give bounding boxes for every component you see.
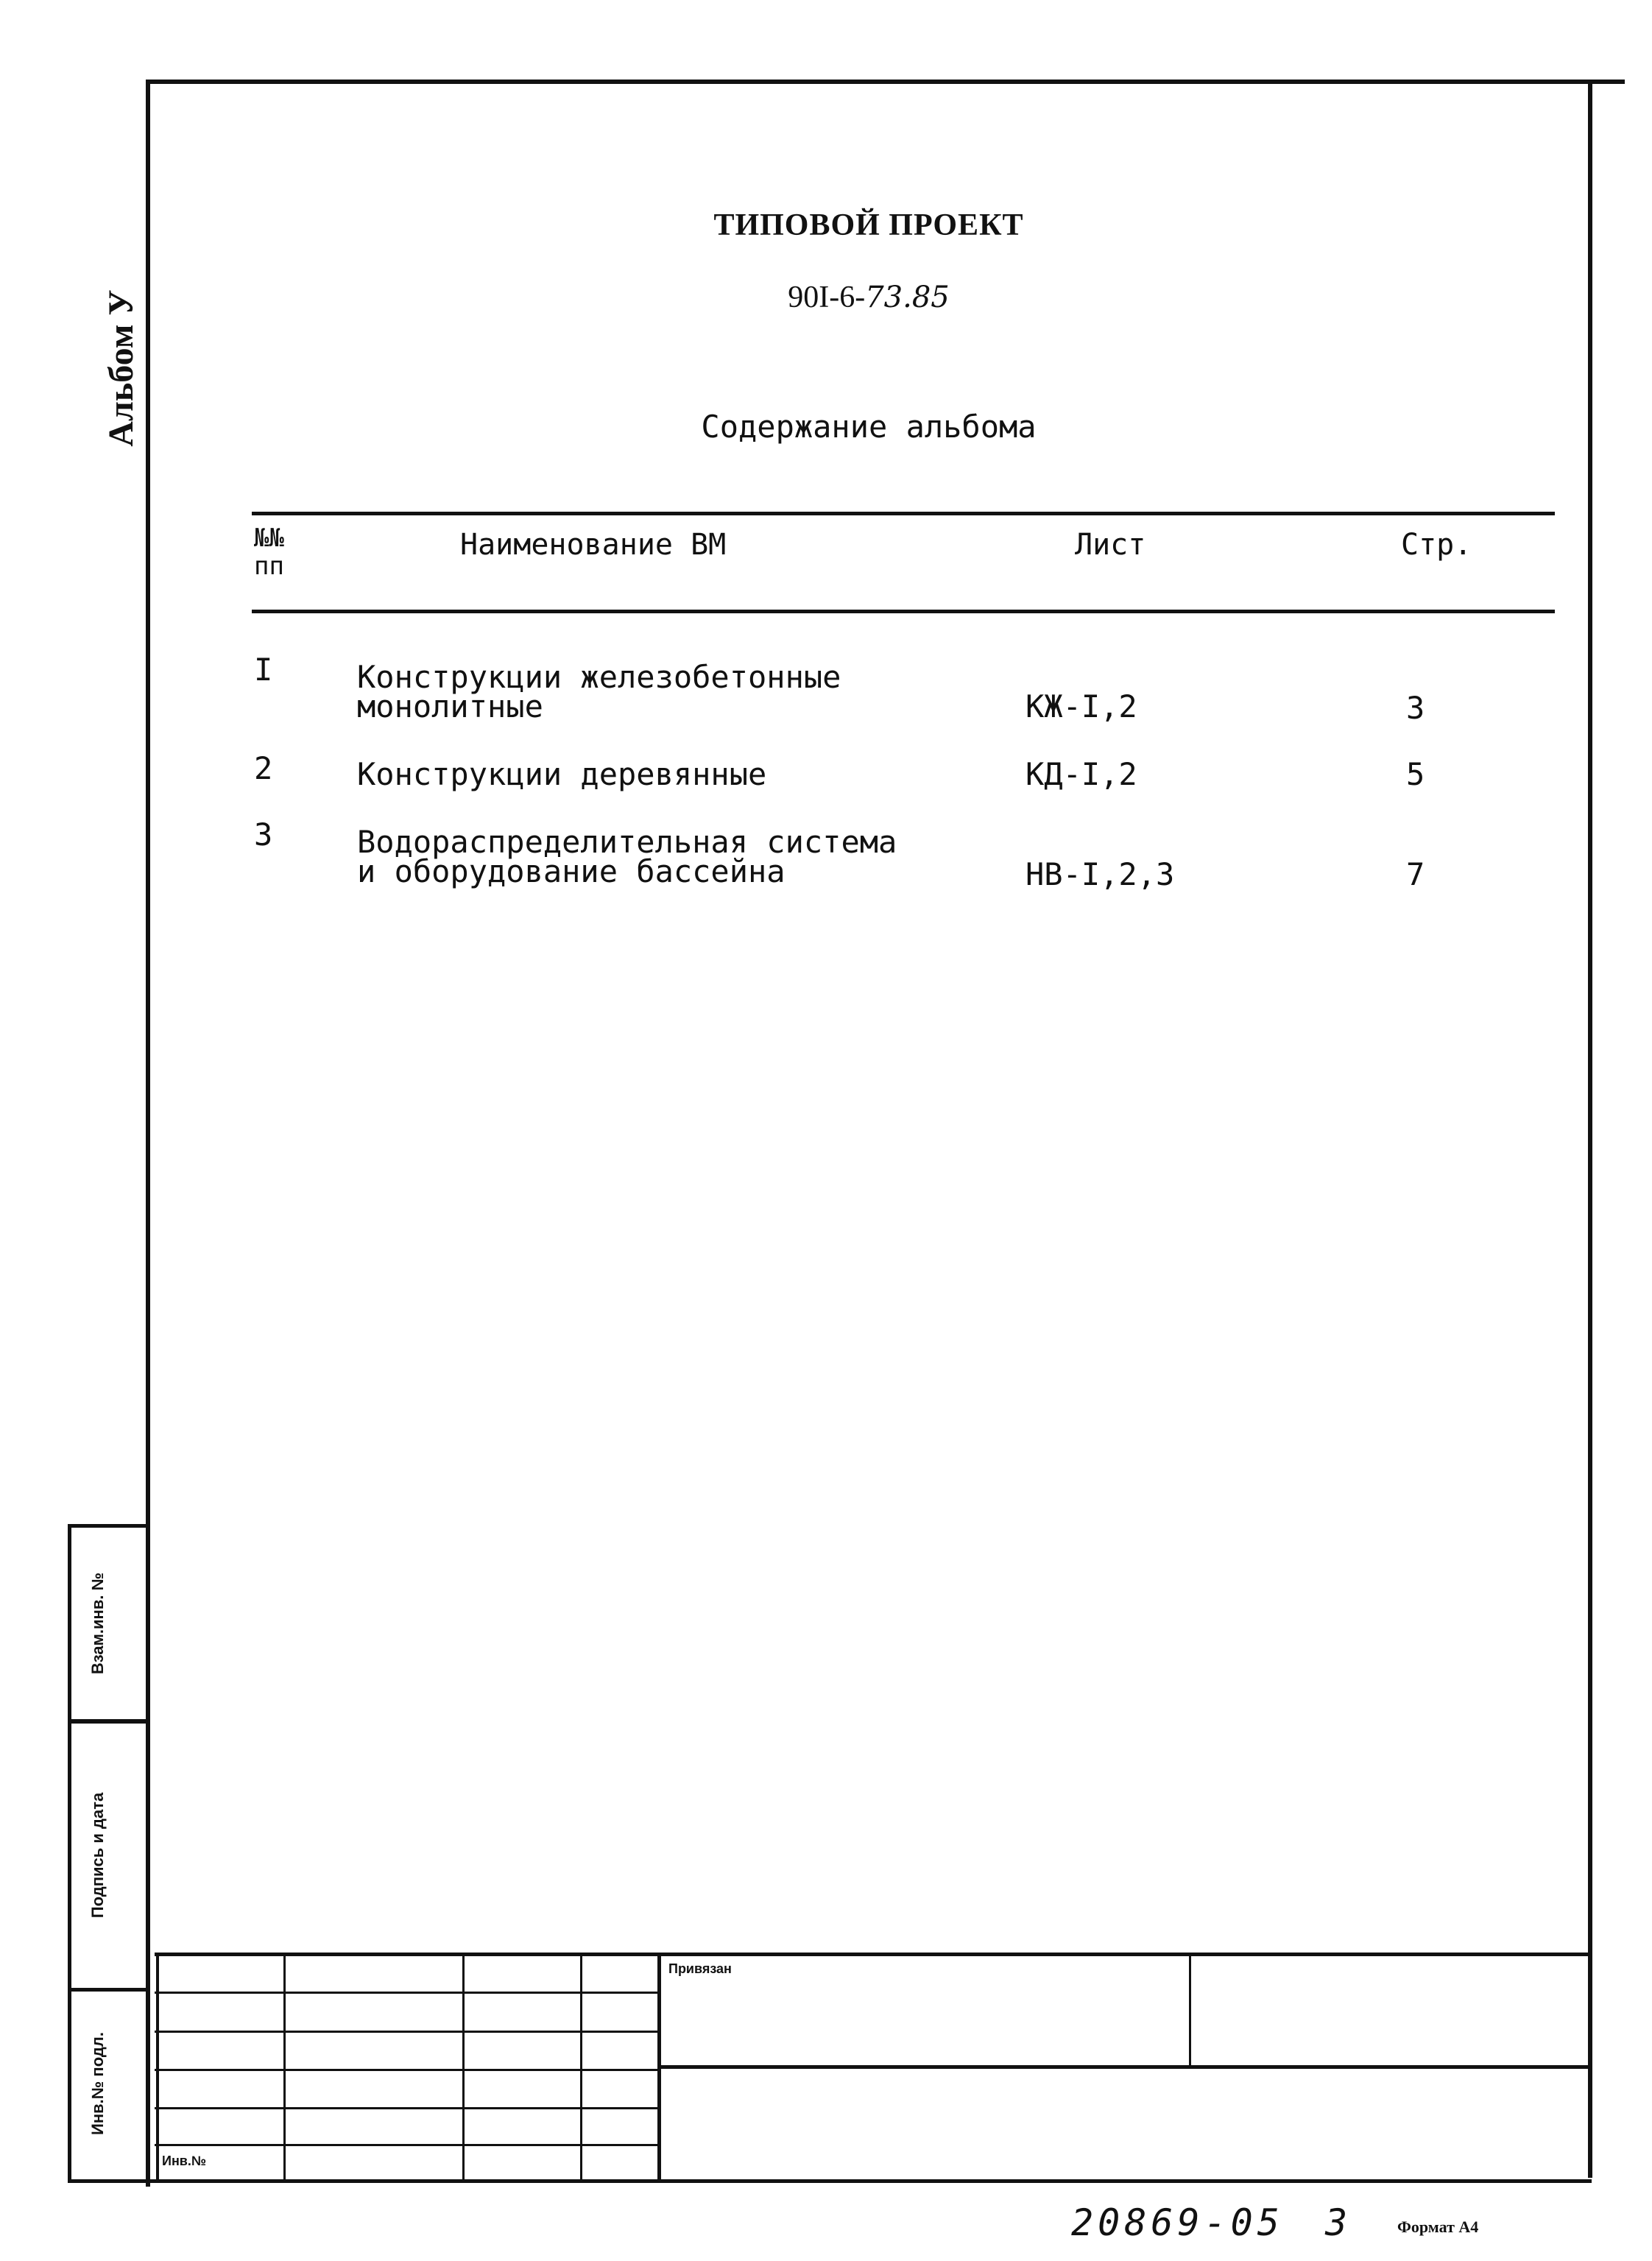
row-name-line1: Конструкции деревянные [357,756,767,792]
side-strip-left [68,1524,71,2183]
row-num: 2 [254,750,273,786]
row-page: 3 [1406,690,1425,726]
title-block-vline [580,1953,582,2181]
side-strip-divider-1 [68,1719,150,1724]
format-label: Формат А4 [1397,2218,1479,2236]
title-block-vline [1189,1953,1191,2067]
title-block-inv-label: Инв.№ [162,2154,206,2168]
title-block-vline [462,1953,465,2181]
project-number-typed: 90I-6- [788,281,866,314]
side-strip-divider-2 [68,1988,150,1992]
side-label-vzam-inv: Взам.инв. № [88,1572,107,1675]
table-top-rule [252,512,1555,515]
row-page: 7 [1406,856,1425,892]
frame-right-border [1588,82,1592,2178]
row-name-line1: Конструкции железобетонные [357,659,841,695]
row-name-line2: монолитные [357,688,543,724]
row-num: 3 [254,816,273,853]
row-name-line1: Водораспределительная система [357,824,897,860]
side-strip-top [68,1524,150,1528]
title-block-hline [155,2107,659,2109]
side-label-inv-podl: Инв.№ подл. [88,2032,107,2135]
frame-bottom-border [68,2179,1592,2183]
project-number [147,280,1590,315]
row-sheet: НВ-I,2,3 [1026,856,1175,892]
title-block-vline [657,1953,661,2181]
row-sheet: КД-I,2 [1026,756,1137,792]
title-block-vline [156,1953,159,2181]
side-label-podpis-data: Подпись и дата [88,1792,107,1919]
title-block-hline [155,2069,659,2071]
frame-top-border [149,80,1625,84]
title-block-vline [283,1953,286,2181]
album-contents-title: Содержание альбома [701,409,1037,445]
table-header-rule [252,610,1555,613]
title-block-top [155,1953,1589,1956]
sheet-number: 3 [1324,2201,1352,2244]
col-header-num: №№ пп [254,523,284,581]
project-title: ТИПОВОЙ ПРОЕКТ [713,208,1024,242]
title-block-hline [155,2031,659,2033]
row-name-line2: и оборудование бассейна [357,853,786,889]
col-header-sheet: Лист [1075,528,1146,562]
title-block-hline [155,1992,659,1994]
title-block-hline [155,2144,659,2146]
frame-left-border [146,80,150,2187]
row-num: I [254,652,273,688]
row-page: 5 [1406,756,1425,792]
col-header-page: Стр. [1401,528,1472,562]
document-number-code: 20869-05 [1071,2201,1284,2244]
album-label: Альбом У [102,289,141,447]
row-sheet: КЖ-I,2 [1026,688,1137,724]
document-number [1071,2201,1352,2244]
col-header-name: Наименование ВМ [460,528,727,562]
title-block-checked-label: Привязан [668,1961,732,1976]
title-block-hline-mid [659,2065,1589,2069]
project-number-handwritten: 73.85 [865,281,950,314]
